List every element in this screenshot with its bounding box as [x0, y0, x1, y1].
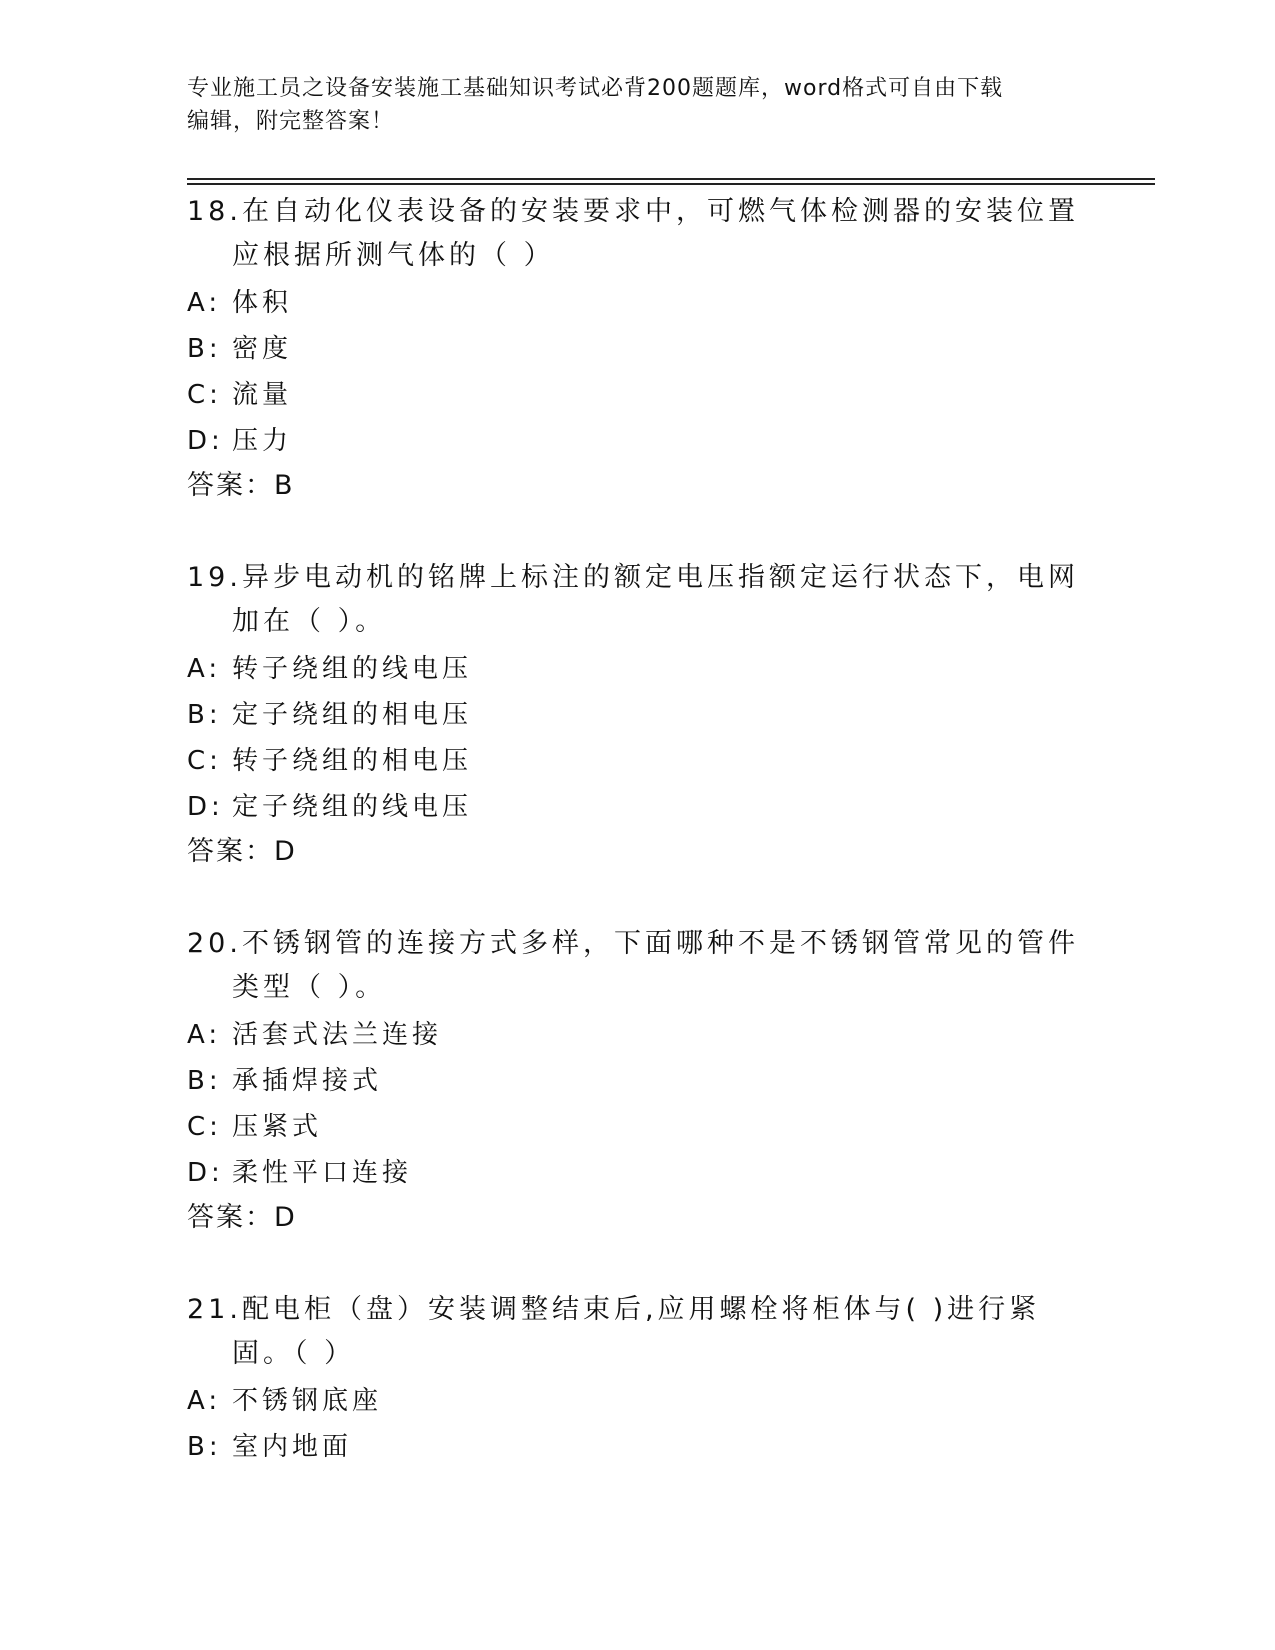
option-text: 转子绕组的相电压: [232, 746, 473, 776]
question-text: 在自动化仪表设备的安装要求中，可燃气体检测器的安装位置应根据所测气体的（ ）: [232, 196, 1079, 271]
option-text: 不锈钢底座: [232, 1386, 383, 1416]
option-text: 活套式法兰连接: [232, 1020, 443, 1050]
option-key: B:: [187, 1432, 222, 1462]
option-key: B:: [187, 700, 222, 730]
question-stem: [187, 1288, 1087, 1376]
option-key: C:: [187, 1112, 222, 1142]
option-a: [187, 280, 1087, 326]
answer-label: 答案：B: [187, 470, 295, 501]
option-a: [187, 1012, 1087, 1058]
option-d: [187, 418, 1087, 464]
option-text: 定子绕组的相电压: [232, 700, 473, 730]
question-stem: [187, 922, 1087, 1010]
option-key: B:: [187, 334, 222, 364]
option-c: [187, 738, 1087, 784]
option-text: 柔性平口连接: [232, 1158, 413, 1188]
document-header: [187, 72, 1087, 138]
option-text: 转子绕组的线电压: [232, 654, 473, 684]
option-d: [187, 784, 1087, 830]
question-19: [187, 556, 1087, 874]
question-20: [187, 922, 1087, 1240]
question-21: [187, 1288, 1087, 1470]
header-divider-top: [187, 178, 1155, 180]
header-line-1: 专业施工员之设备安装施工基础知识考试必背200题题库，word格式可自由下载: [187, 76, 1004, 101]
option-a: [187, 646, 1087, 692]
option-key: C:: [187, 746, 222, 776]
option-b: [187, 326, 1087, 372]
option-key: D:: [187, 1158, 224, 1188]
header-divider-bottom: [187, 183, 1155, 185]
option-text: 密度: [232, 334, 293, 364]
question-stem: [187, 190, 1087, 278]
question-stem: [187, 556, 1087, 644]
header-line-2: 编辑，附完整答案！: [187, 109, 395, 134]
option-a: [187, 1378, 1087, 1424]
question-number: 19.: [187, 562, 242, 593]
option-text: 定子绕组的线电压: [232, 792, 473, 822]
answer-label: 答案：D: [187, 1202, 297, 1233]
question-number: 20.: [187, 928, 242, 959]
option-key: A:: [187, 654, 222, 684]
option-text: 体积: [232, 288, 293, 318]
option-c: [187, 372, 1087, 418]
question-text: 不锈钢管的连接方式多样，下面哪种不是不锈钢管常见的管件类型（ ）。: [232, 928, 1079, 1003]
question-text: 异步电动机的铭牌上标注的额定电压指额定运行状态下，电网加在（ ）。: [232, 562, 1079, 637]
option-key: A:: [187, 1020, 222, 1050]
option-key: A:: [187, 288, 222, 318]
option-text: 流量: [232, 380, 293, 410]
option-text: 承插焊接式: [232, 1066, 383, 1096]
question-number: 21.: [187, 1294, 242, 1325]
option-key: A:: [187, 1386, 222, 1416]
question-text: 配电柜（盘）安装调整结束后,应用螺栓将柜体与( )进行紧固。（ ）: [232, 1294, 1041, 1369]
option-text: 压紧式: [232, 1112, 323, 1142]
answer-label: 答案：D: [187, 836, 297, 867]
option-b: [187, 692, 1087, 738]
option-d: [187, 1150, 1087, 1196]
question-number: 18.: [187, 196, 242, 227]
option-key: D:: [187, 426, 224, 456]
option-key: D:: [187, 792, 224, 822]
question-list: [187, 190, 1087, 1518]
option-key: B:: [187, 1066, 222, 1096]
option-c: [187, 1104, 1087, 1150]
option-b: [187, 1424, 1087, 1470]
option-b: [187, 1058, 1087, 1104]
option-text: 室内地面: [232, 1432, 353, 1462]
option-key: C:: [187, 380, 222, 410]
option-text: 压力: [232, 426, 293, 456]
question-18: [187, 190, 1087, 508]
